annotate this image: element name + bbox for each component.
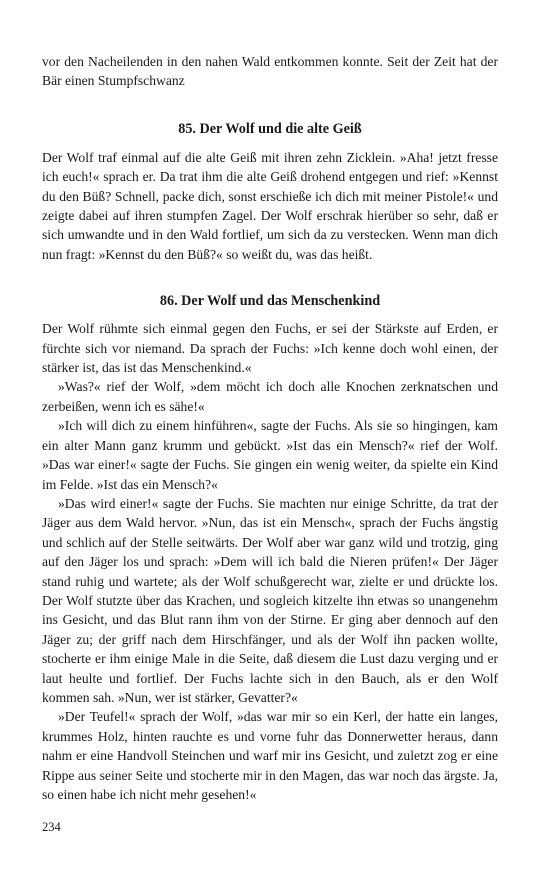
tale-86-paragraph-4: »Das wird einer!« sagte der Fuchs. Sie machten nur einige Schritte, da trat der Jäger aus dem Wald hervor. »Nun, das ist ein Mensch«, sprach der Fuchs ängstig und schlich auf der Stelle seitwärts. Der Wolf aber war ganz wild und trotzig, ging auf den Jäger los und sprach: »Dem will ich bald die Nieren prüfen!« Der Jäger stand ruhig und wartete; als der Wolf schußgerecht war, zielte er und drückte los. Der Wolf stutzte über das Krachen, und sogleich kitzelte ihn etwas so unangenehm ins Gesicht, und das Blut rann ihm von der Stirne. Er ging aber dennoch auf den Jäger zu; der griff nach dem Hirschfänger, und als der Wolf ihn packen wollte, stocherte er ihm einige Male in die Seite, daß diesem die Lust dazu verging und er laut heulte und fortlief. Der Fuchs lachte sich in den Bauch, als er den Wolf kommen sah. »Nun, wer ist stärker, Gevatter?«	[42, 495, 498, 705]
tale-86-paragraph-1: Der Wolf rühmte sich einmal gegen den Fuchs, er sei der Stärkste auf Erden, er fürchte sich vor niemand. Da sprach der Fuchs: »Ich kenne doch wohl einen, der stärker ist, das ist das Menschenkind.«	[42, 321, 498, 376]
intro-paragraph: vor den Nacheilenden in den nahen Wald entkommen konnte. Seit der Zeit hat der Bär einen Stumpfschwanz	[42, 54, 498, 89]
book-page	[42, 52, 498, 804]
tale-85-paragraph: Der Wolf traf einmal auf die alte Geiß mit ihren zehn Zicklein. »Aha! jetzt fresse ich euch!« sprach er. Da trat ihm die alte Geiß drohend entgegen und rief: »Kennst du den Büß? Schnell, packe dich, sonst erschieße ich dich mit meiner Pistole!« und zeigte dabei auf ihren stumpfen Zagel. Der Wolf erschrak hierüber so sehr, daß er sich umwandte und in den Wald fortlief, um sich da zu verstecken. Wenn man dich nun fragt: »Kennst du den Büß?« so weißt du, was das heißt.	[42, 149, 498, 262]
tale-86-heading: 86. Der Wolf und das Menschenkind	[159, 293, 381, 310]
tale-86-paragraph-5: »Der Teufel!« sprach der Wolf, »das war mir so ein Kerl, der hatte ein langes, krummes Holz, hinten rauchte es und vorne fuhr das Donnerwetter heraus, dann nahm er eine Handvoll Steinchen und warf mir ins Gesicht, und zuletzt zog er eine Rippe aus seiner Seite und stocherte mir in den Magen, das war noch das ärgste. Ja, so einen habe ich nicht mehr gesehen!«	[42, 709, 498, 802]
tale-86-paragraph-2: »Was?« rief der Wolf, »dem möcht ich doch alle Knochen zerknatschen und zerbeißen, wenn ich es sähe!«	[42, 379, 498, 414]
tale-85-heading: 85. Der Wolf und die alte Geiß	[178, 120, 362, 137]
page-number: 234	[42, 820, 61, 834]
tale-86-paragraph-3: »Ich will dich zu einem hinführen«, sagte der Fuchs. Als sie so hingingen, kam ein alter Mann ganz krumm und gebückt. »Ist das ein Mensch?« rief der Wolf. »Das war einer!« sagte der Fuchs. Sie gingen ein wenig weiter, da spielte ein Kind im Felde. »Ist das ein Mensch?«	[42, 418, 498, 492]
